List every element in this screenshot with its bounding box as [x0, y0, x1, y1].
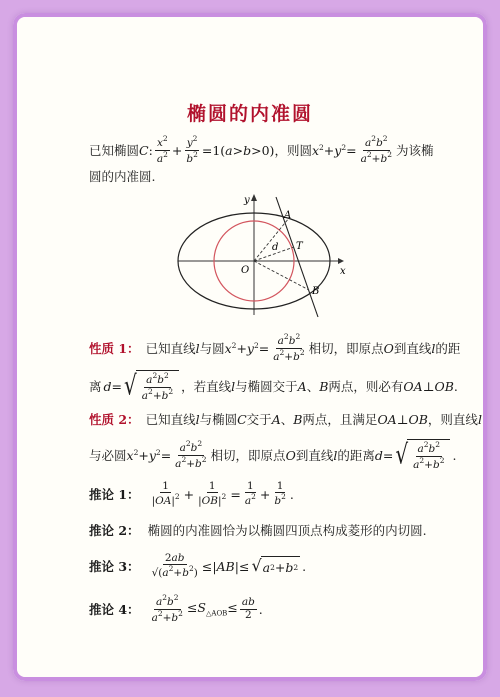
var-l: l	[477, 411, 482, 427]
c3-sqrt: √ a 2 + b 2	[251, 556, 299, 575]
p2-text-7: 与必圆	[89, 448, 127, 463]
ellipse-name: C	[139, 142, 149, 158]
p2-text-10: 的距离	[337, 448, 375, 463]
p1-text-9: 、	[306, 379, 320, 394]
p1-text-2: 与圆	[199, 341, 225, 356]
p2-distance-sqrt: √ $\frac{a^2b^2}{a^2+b^2}$	[395, 439, 450, 470]
tangent-line	[276, 197, 318, 317]
p2-text-2: 与椭圆	[199, 412, 238, 427]
intro-text-3: 为该椭	[395, 143, 434, 158]
property-2-line-1	[89, 409, 482, 429]
var-d: d	[374, 447, 383, 463]
label-d: d	[272, 242, 279, 253]
intro-line-2	[89, 167, 447, 185]
eq-circle: $x^2+y^2=$	[311, 142, 357, 158]
var-l: l	[431, 340, 436, 356]
p2-radius-sq: $\frac{a^2b^2}{a^2+b^2}$	[175, 439, 207, 470]
p1-text-10: 两点，则必有	[328, 379, 404, 394]
var-l: l	[195, 340, 200, 356]
p1-text-1: 已知直线	[145, 341, 196, 356]
label-b: B	[312, 286, 320, 297]
p2-text-8: 相切，即原点	[210, 448, 286, 463]
var-l: l	[333, 447, 338, 463]
p2-circle-eq: $x^2+y^2=$	[126, 447, 172, 463]
property-1-label: 性质 1：	[89, 341, 140, 356]
var-o: O	[383, 340, 394, 356]
p1-text-6: 离	[89, 379, 102, 394]
segment-ob	[254, 261, 309, 290]
var-c: C	[237, 411, 247, 427]
var-b: B	[293, 411, 303, 427]
p2-text-1: 已知直线	[145, 412, 196, 427]
var-d: d	[103, 378, 112, 394]
intro-text-1: 已知椭圆	[89, 143, 140, 158]
p1-distance-sqrt: √ $\frac{a^2b^2}{a^2+b^2}$	[124, 370, 179, 401]
p2-text-9: 到直线	[295, 448, 334, 463]
c1-frac-b: $\frac{1}{b^2}$	[274, 479, 286, 507]
corollary-4: 推论 4： $\frac{a^2b^2}{a^2+b^2}$ $\le S_{\triangle AOB}\le$ $\frac{ab}{2}$ .	[89, 593, 263, 624]
intro-text-2: ，则圆	[274, 143, 312, 158]
p1-circle-eq: $x^2+y^2=$	[224, 340, 270, 356]
var-l: l	[231, 378, 236, 394]
intro-line-1: 已知椭圆 C : $\frac{x^2}{a^2}$ + $\frac{y^2}{b^2}$ =1(a>b>0) ，则圆 $x^2+y^2=$ $\frac{a^2b^2}{a^2+b^2}$ 为该椭	[89, 134, 434, 165]
c4-frac-right: $\frac{ab}{2}$	[241, 596, 255, 621]
x-axis-arrow	[338, 258, 344, 264]
p1-text-3: 相切，即原点	[308, 341, 384, 356]
label-y: y	[244, 195, 250, 206]
label-o: O	[241, 265, 250, 276]
corollary-2-text: 椭圆的内准圆恰为以椭圆四顶点构成菱形的内切圆.	[147, 523, 427, 538]
c3-frac: $\frac{2ab}{√(a^2+b^2)}$	[151, 551, 198, 579]
ellipse-figure	[168, 187, 353, 319]
eq-y-over-b: $\frac{y^2}{b^2}$	[186, 134, 198, 165]
p1-text-11: .	[453, 378, 458, 394]
c4-frac-left: $\frac{a^2b^2}{a^2+b^2}$	[151, 593, 183, 624]
p1-text-4: 到直线	[393, 341, 432, 356]
property-2-line-2: 与必圆 $x^2+y^2=$ $\frac{a^2b^2}{a^2+b^2}$ 相切，即原点 O 到直线 l 的距离 d = √ $\frac{a^2b^2}{a^2+b^2}$ .	[89, 438, 457, 471]
corollary-1: 推论 1： $\frac{1}{|OA|^2}$ + $\frac{1}{|OB|^2}$ = $\frac{1}{a^2}$ + $\frac{1}{b^2}$ .	[89, 479, 294, 507]
c1-frac-a: $\frac{1}{a^2}$	[244, 479, 256, 507]
p2-text-6: ，则直线	[427, 412, 478, 427]
corollary-2-label: 推论 2：	[89, 523, 140, 538]
p2-text-11: .	[452, 447, 457, 463]
y-axis-arrow	[251, 194, 257, 201]
eq-radius-sq: $\frac{a^2b^2}{a^2+b^2}$	[360, 134, 392, 165]
p2-text-4: 、	[280, 412, 294, 427]
p1-text-8: 与椭圆交于	[235, 379, 298, 394]
var-o: O	[285, 447, 296, 463]
var-b: B	[319, 378, 329, 394]
corollary-3-label: 推论 3：	[89, 559, 140, 574]
corollary-2	[89, 521, 447, 539]
property-1-line-1	[89, 332, 461, 363]
p2-perp: OA⊥OB	[377, 411, 428, 427]
c3-ineq: ≤|AB|≤	[201, 558, 250, 574]
p1-text-7: ，若直线	[181, 379, 232, 394]
intro-text-line2: 圆的内准圆.	[89, 169, 156, 184]
label-a: A	[284, 210, 292, 221]
corollary-1-label: 推论 1：	[89, 487, 140, 502]
corollary-3: 推论 3： $\frac{2ab}{√(a^2+b^2)}$ ≤|AB|≤ √ a 2 + b 2 .	[89, 551, 307, 579]
var-a: A	[297, 378, 307, 394]
label-t: T	[296, 241, 303, 252]
property-2-label: 性质 2：	[89, 412, 140, 427]
property-1-line-2: 离 d = √ $\frac{a^2b^2}{a^2+b^2}$ ，若直线 l 与椭圆交于 A 、 B 两点，则必有 OA⊥OB .	[89, 369, 458, 402]
p1-radius-sq: $\frac{a^2b^2}{a^2+b^2}$	[273, 332, 305, 363]
corollary-4-label: 推论 4：	[89, 602, 140, 617]
eq-x-over-a: $\frac{x^2}{a^2}$	[156, 134, 168, 165]
page-title: 椭圆的内准圆	[186, 103, 313, 125]
eq-one-condition: =1(a>b>0)	[201, 142, 275, 158]
page-sheet	[13, 13, 487, 681]
var-a: A	[271, 411, 281, 427]
c1-frac-ob: $\frac{1}{|OB|^2}$	[198, 479, 227, 507]
colon: :	[148, 142, 153, 158]
label-x: x	[340, 266, 346, 277]
p2-text-3: 交于	[246, 412, 272, 427]
var-l: l	[195, 411, 200, 427]
c1-frac-oa: $\frac{1}{|OA|^2}$	[151, 479, 180, 507]
p1-perp: OA⊥OB	[403, 378, 454, 394]
c4-ineq: $\le S_{\triangle AOB}\le$	[186, 600, 238, 618]
p2-text-5: 两点，且满足	[302, 412, 378, 427]
p1-text-5: 的距	[435, 341, 461, 356]
